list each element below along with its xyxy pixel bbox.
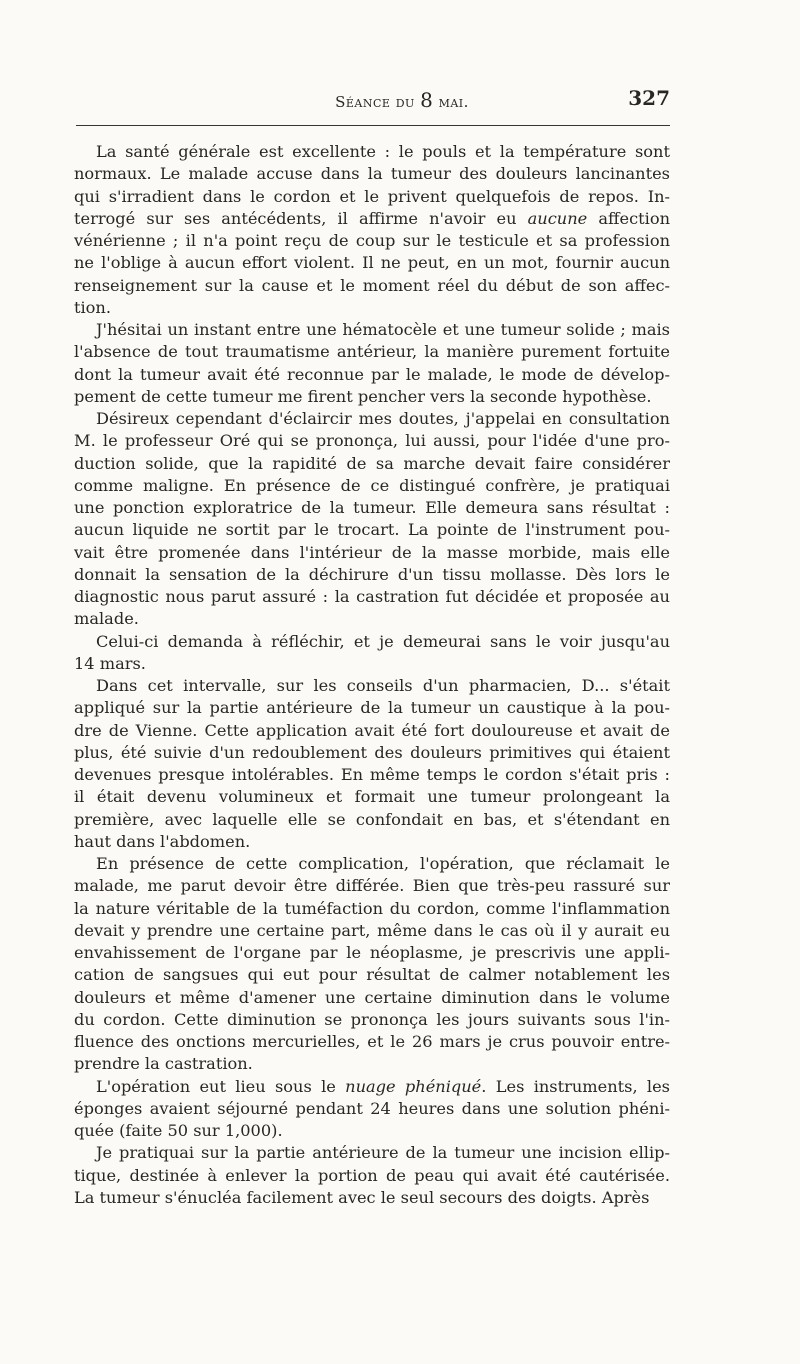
text-line: dre de Vienne. Cette application avait été fort douloureuse et avait de: [74, 720, 670, 740]
text-line: renseignement sur la cause et le moment réel du début de son affec-: [74, 275, 670, 295]
italic-text: aucune: [527, 208, 588, 228]
text-line: cation de sangsues qui eut pour résultat de calmer notablement les: [74, 965, 670, 985]
text-line: douleurs et même d'amener une certaine diminution dans le volume: [74, 987, 670, 1007]
text-line: La santé générale est excellente : le pouls et la température sont: [96, 142, 670, 161]
header-rule: [76, 125, 670, 126]
paragraph: [74, 675, 670, 853]
text-line: normaux. Le malade accuse dans la tumeur des douleurs lancinantes: [74, 164, 670, 184]
text-line: Dans cet intervalle, sur les conseils d'un pharmacien, D... s'était: [96, 676, 670, 695]
text-line: il était devenu volumineux et formait une tumeur prolongeant la: [74, 787, 670, 807]
paragraph: [74, 141, 670, 319]
text-line: plus, été suivie d'un redoublement des douleurs primitives qui étaient: [74, 742, 670, 762]
text-line: haut dans l'abdomen.: [74, 831, 251, 851]
text-line: pement de cette tumeur me firent pencher vers la seconde hypothèse.: [74, 386, 652, 406]
text-line: donnait la sensation de la déchirure d'un tissu mollasse. Dès lors le: [74, 564, 670, 584]
text-line: diagnostic nous parut assuré : la castration fut décidée et proposée au: [74, 587, 670, 606]
text-line: fluence des onctions mercurielles, et le 26 mars je crus pouvoir entre-: [74, 1032, 670, 1051]
paragraph: [74, 319, 670, 408]
italic-text: nuage phéniqué: [345, 1076, 482, 1096]
text-line: vait être promenée dans l'intérieur de la masse morbide, mais elle: [74, 542, 670, 562]
text-line: malade.: [74, 609, 139, 629]
text-line: une ponction exploratrice de la tumeur. Elle demeura sans résultat :: [74, 498, 670, 517]
text-line: tique, destinée à enlever la portion de peau qui avait été cautérisée.: [74, 1165, 670, 1185]
running-head-title-pre: Séance du: [335, 93, 421, 111]
text-line: devenues presque intolérables. En même temps le cordon s'était pris :: [74, 765, 670, 784]
text-line: malade, me parut devoir être différée. Bien que très-peu rassuré sur: [74, 876, 670, 896]
text-line: tion.: [74, 297, 111, 317]
text-line: prendre la castration.: [74, 1054, 253, 1074]
text-line: duction solide, que la rapidité de sa marche devait faire considérer: [74, 453, 670, 473]
running-head: [74, 88, 670, 114]
text-line: du cordon. Cette diminution se prononça les jours suivants sous l'in-: [74, 1009, 670, 1029]
text-line: L'opération eut lieu sous le nuage phéniqué. Les instruments, les: [96, 1076, 670, 1096]
text-line: aucun liquide ne sortit par le trocart. La pointe de l'instrument pou-: [74, 520, 670, 540]
body-text: [74, 141, 670, 1209]
page-number: 327: [628, 86, 670, 110]
paragraph: [74, 1142, 670, 1209]
text-line: M. le professeur Oré qui se prononça, lui aussi, pour l'idée d'une pro-: [74, 431, 670, 451]
paragraph: [74, 631, 670, 676]
text-line: Celui-ci demanda à réfléchir, et je demeurai sans le voir jusqu'au: [96, 631, 670, 651]
text-line: vénérienne ; il n'a point reçu de coup sur le testicule et sa profession: [74, 231, 670, 250]
text-line: terrogé sur ses antécédents, il affirme n'avoir eu aucune affection: [74, 208, 670, 228]
text-line: La tumeur s'énucléa facilement avec le seul secours des doigts. Après: [74, 1187, 650, 1207]
text-line: devait y prendre une certaine part, même dans le cas où il y aurait eu: [74, 920, 670, 940]
text-line: ne l'oblige à aucun effort violent. Il ne peut, en un mot, fournir aucun: [74, 253, 670, 273]
text-line: Je pratiquai sur la partie antérieure de la tumeur une incision ellip-: [96, 1143, 670, 1163]
text-line: 14 mars.: [74, 653, 146, 673]
paragraph: [74, 408, 670, 631]
text-line: appliqué sur la partie antérieure de la tumeur un caustique à la pou-: [74, 698, 670, 718]
text-line: première, avec laquelle elle se confondait en bas, et s'étendant en: [74, 809, 670, 829]
text-line: Désireux cependant d'éclaircir mes doutes, j'appelai en consultation: [96, 409, 670, 428]
running-head-title: [74, 88, 670, 112]
text-line: J'hésitai un instant entre une hématocèle et une tumeur solide ; mais: [96, 320, 670, 339]
text-line: l'absence de tout traumatisme antérieur, la manière purement fortuite: [74, 342, 670, 362]
text-line: qui s'irradient dans le cordon et le privent quelquefois de repos. In-: [74, 186, 670, 206]
text-line: envahissement de l'organe par le néoplasme, je prescrivis une appli-: [74, 943, 670, 962]
text-line: En présence de cette complication, l'opération, que réclamait le: [96, 854, 670, 873]
text-line: quée (faite 50 sur 1,000).: [74, 1121, 283, 1140]
paragraph: [74, 1076, 670, 1143]
text-line: éponges avaient séjourné pendant 24 heures dans une solution phéni-: [74, 1098, 670, 1118]
text-line: la nature véritable de la tuméfaction du cordon, comme l'inflammation: [74, 898, 670, 918]
text-line: dont la tumeur avait été reconnue par le malade, le mode de dévelop-: [74, 364, 670, 384]
text-line: comme maligne. En présence de ce distingué confrère, je pratiquai: [74, 475, 670, 495]
paragraph: [74, 853, 670, 1076]
running-head-title-num: 8: [420, 88, 434, 112]
running-head-title-post: mai.: [433, 93, 469, 111]
